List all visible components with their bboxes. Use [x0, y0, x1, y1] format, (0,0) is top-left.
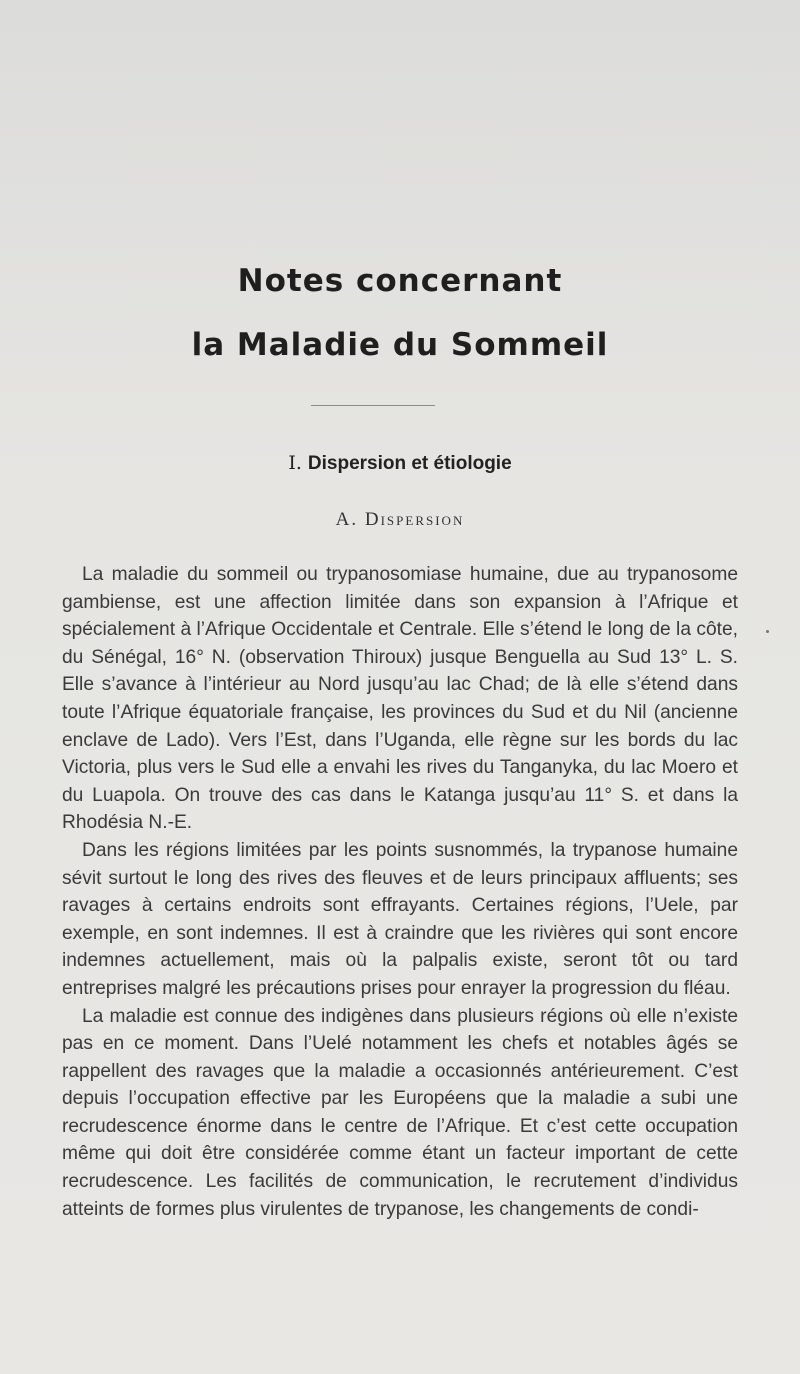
section-heading [0, 452, 800, 475]
page-title-line-1: Notes concernant [237, 263, 563, 299]
margin-speck [766, 630, 769, 633]
paragraph-1: La maladie du sommeil ou trypanosomiase humaine, due au trypanosome gambiense, est une affection limitée dans son expansion à l’Afrique et spécialement à l’Afrique Occidentale et Centrale. Elle s’étend le long de la côte, du Sénégal, 16° N. (observation Thiroux) jusque Benguella au Sud 13° L. S. Elle s’avance à l’intérieur au Nord jusqu’au lac Chad; de là elle s’étend dans toute l’Afrique équatoriale française, les provinces du Sud et du Nil (ancienne enclave de Lado). Vers l’Est, dans l’Uganda, elle règne sur les bords du lac Victoria, plus vers le Sud elle a envahi les rives du Tanganyka, du lac Moero et du Luapola. On trouve des cas dans le Katanga jusqu’au 11° S. et dans la Rhodésia N.-E. [62, 564, 738, 834]
body-text [62, 561, 738, 1223]
paragraph-2: Dans les régions limitées par les points susnommés, la trypanose humaine sévit surtout le long des rives des fleuves et de leurs principaux affluents; ses ravages à certains endroits sont effrayants. Certaines régions, l’Uele, par exemple, en sont indemnes. Il est à craindre que les rivières qui sont encore indemnes actuellement, mais où la palpalis existe, seront tôt ou tard entreprises malgré les précautions prises pour enrayer la progression du fléau. [62, 839, 738, 999]
title-divider [311, 405, 435, 406]
page-title-line-2: la Maladie du Sommeil [191, 327, 609, 363]
paragraph-3: La maladie est connue des indigènes dans plusieurs régions où elle n’existe pas en ce moment. Dans l’Uelé notamment les chefs et notables âgés se rappellent des ravages que la maladie a occasionnés antérieurement. C’est depuis l’occupation effective par les Européens que la maladie a subi une recrudescence énorme dans le centre de l’Afrique. Et c’est cette occupation même qui doit être considérée comme étant un facteur important de cette recrudescence. Les facilités de communication, le recrutement d’individus atteints de formes plus virulentes de trypanose, les changements de condi- [62, 1005, 738, 1220]
subsection-heading: A. Dispersion [335, 509, 465, 530]
section-number: I. [288, 452, 302, 474]
section-title: Dispersion et étiologie [307, 453, 512, 474]
